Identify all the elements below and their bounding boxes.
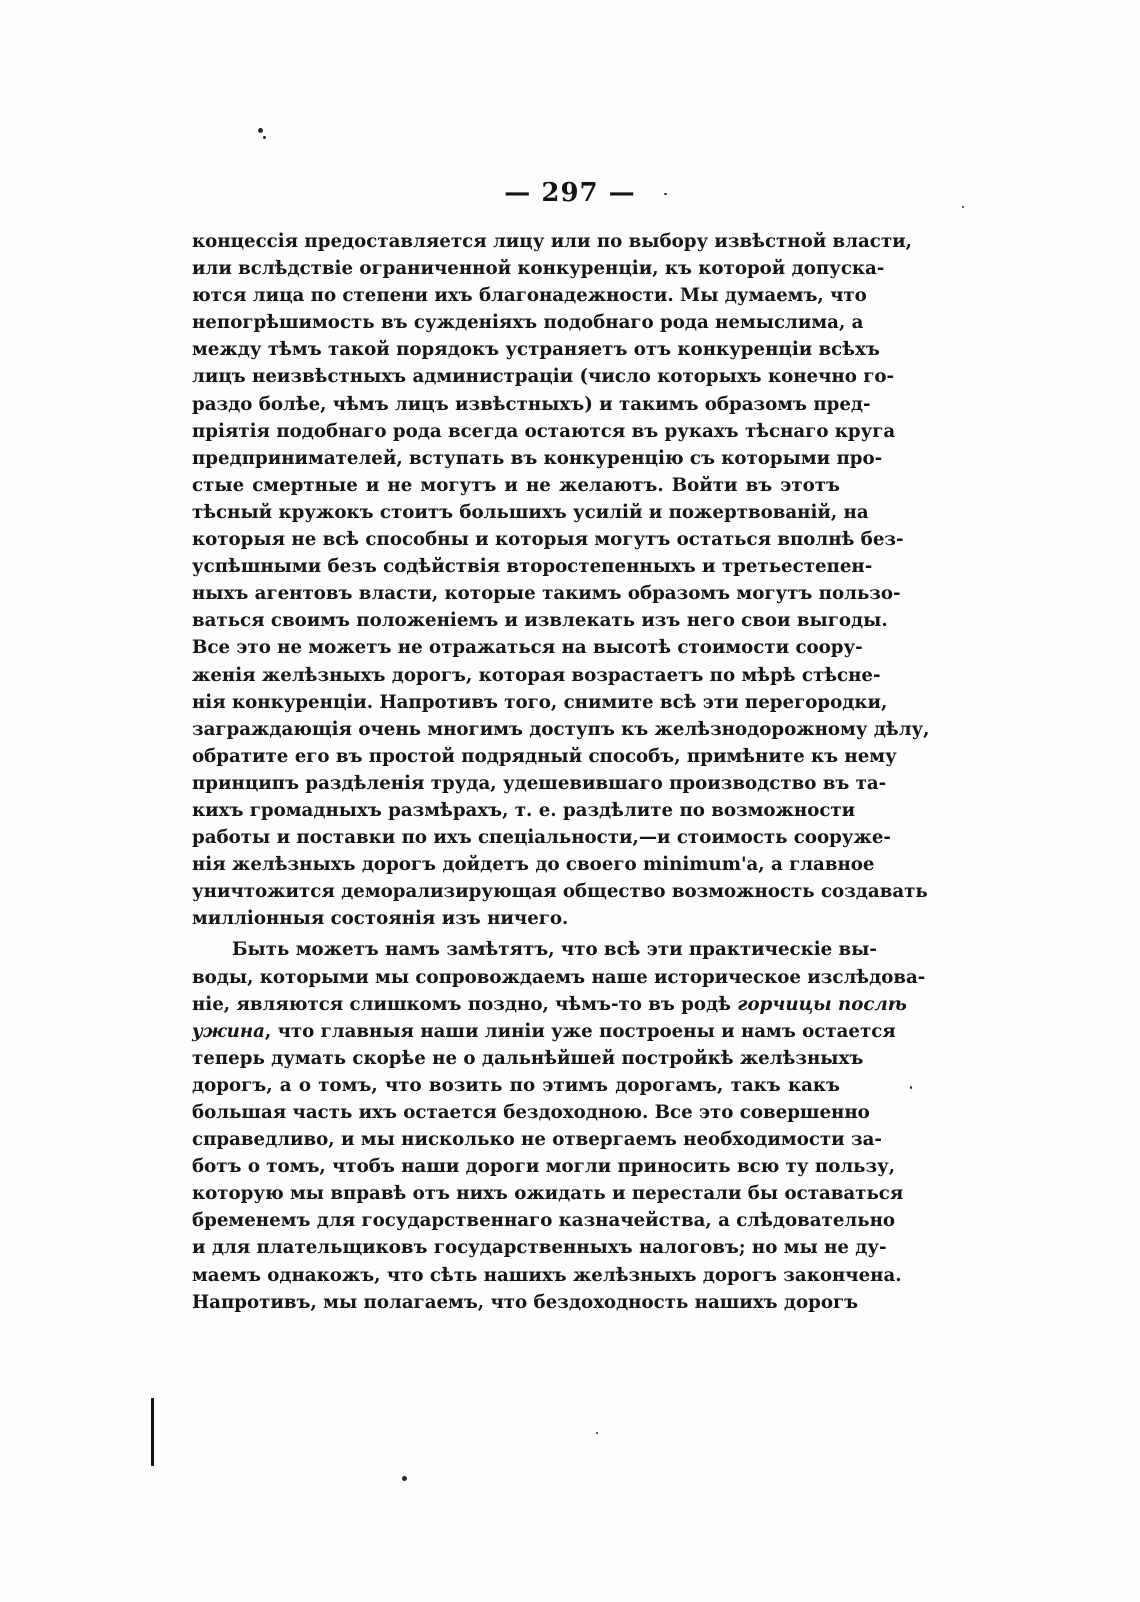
text-line: пріятія подобнаго рода всегда остаются въ рукахъ тѣснаго круга: [192, 420, 896, 442]
scan-speck: [258, 128, 263, 133]
text-line: Все это не можетъ не отражаться на высотѣ стоимости соору-: [192, 637, 863, 659]
text-line: маемъ однакожъ, что сѣть нашихъ желѣзныхъ дорогъ закончена.: [192, 1264, 902, 1286]
text-line: стые смертные и не могутъ и не желаютъ. Войти въ этотъ: [192, 474, 840, 496]
text-line: нія желѣзныхъ дорогъ дойдетъ до своего minimum'а, а главное: [192, 854, 875, 876]
scan-speck: [402, 1476, 407, 1481]
text-line: ныхъ агентовъ власти, которые такимъ образомъ могутъ пользо-: [192, 583, 901, 605]
text-line: большая часть ихъ остается бездоходною. Все это совершенно: [192, 1102, 870, 1123]
margin-ink-stroke: [151, 1398, 154, 1466]
text-line: концессія предоставляется лицу или по выбору извѣстной власти,: [192, 231, 912, 252]
text-line: женія желѣзныхъ дорогъ, которая возрастаетъ по мѣрѣ стѣсне-: [192, 664, 881, 686]
text-line: милліонныя состоянія изъ ничего.: [192, 908, 569, 930]
italic-phrase: ужина: [192, 1020, 265, 1042]
text-line: которыя не всѣ способны и которыя могутъ остаться вполнѣ без-: [192, 529, 904, 551]
body-text: [192, 228, 930, 1316]
text-line: теперь думать скорѣе не о дальнѣйшей постройкѣ желѣзныхъ: [192, 1047, 864, 1069]
text-line: раздо болѣе, чѣмъ лицъ извѣстныхъ) и такимъ образомъ пред-: [192, 393, 871, 415]
text-line: ніе, являются слишкомъ поздно, чѣмъ-то въ родѣ горчицы послѣ: [192, 993, 907, 1015]
text-line: предпринимателей, вступать въ конкуренцію съ которыми про-: [192, 447, 883, 469]
text-line: принципъ раздѣленія труда, удешевившаго производство въ та-: [192, 772, 887, 794]
scan-speck: [910, 1086, 912, 1089]
paragraph: [192, 936, 926, 1315]
scan-speck: [263, 136, 266, 139]
text-line: бременемъ для государственнаго казначейства, а слѣдовательно: [192, 1210, 896, 1232]
text-line: между тѣмъ такой порядокъ устраняетъ отъ конкуренціи всѣхъ: [192, 339, 880, 361]
text-line: и для плательщиковъ государственныхъ налоговъ; но мы не ду-: [192, 1237, 887, 1259]
page-number: — 297 —: [504, 178, 636, 208]
text-line: Напротивъ, мы полагаемъ, что бездоходность нашихъ дорогъ: [192, 1291, 859, 1313]
text-line: работы и поставки по ихъ спеціальности,—и стоимость сооруже-: [192, 827, 891, 849]
text-line: Быть можетъ намъ замѣтятъ, что всѣ эти практическіе вы-: [232, 939, 877, 961]
text-line: которую мы вправѣ отъ нихъ ожидать и перестали бы оставаться: [192, 1183, 904, 1205]
text-line: воды, которыми мы сопровождаемъ наше историческое изслѣдова-: [192, 966, 926, 988]
italic-phrase: горчицы послѣ: [737, 993, 907, 1015]
text-line: дорогъ, а о томъ, что возить по этимъ дорогамъ, такъ какъ: [192, 1074, 840, 1096]
text-line: нія конкуренціи. Напротивъ того, снимите всѣ эти перегородки,: [192, 691, 888, 713]
text-line: ужина, что главныя наши линіи уже построены и намъ остается: [192, 1020, 896, 1042]
text-line: или вслѣдствіе ограниченной конкуренціи, къ которой допуска-: [192, 258, 885, 280]
paragraph: [192, 228, 930, 932]
text-line: обратите его въ простой подрядный способъ, примѣните къ нему: [192, 745, 897, 767]
text-line: справедливо, и мы нисколько не отвергаемъ необходимости за-: [192, 1129, 882, 1151]
scan-speck: [596, 1432, 598, 1434]
text-line: ботъ о томъ, чтобъ наши дороги могли приносить всю ту пользу,: [192, 1156, 896, 1178]
text-line: непогрѣшимость въ сужденіяхъ подобнаго рода немыслима, а: [192, 312, 864, 334]
text-line: заграждающія очень многимъ доступъ къ желѣзнодорожному дѣлу,: [192, 718, 930, 740]
text-line: кихъ громадныхъ размѣрахъ, т. е. раздѣлите по возможности: [192, 799, 856, 821]
text-line: ются лица по степени ихъ благонадежности. Мы думаемъ, что: [192, 285, 867, 307]
text-line: ваться своимъ положеніемъ и извлекать изъ него свои выгоды.: [192, 610, 888, 632]
text-line: тѣсный кружокъ стоитъ большихъ усилій и пожертвованій, на: [192, 501, 869, 523]
text-line: уничтожится деморализирующая общество возможность создавать: [192, 881, 928, 903]
text-line: лицъ неизвѣстныхъ администраціи (число которыхъ конечно го-: [192, 366, 895, 388]
text-line: успѣшными безъ содѣйствія второстепенныхъ и третьестепен-: [192, 556, 873, 578]
